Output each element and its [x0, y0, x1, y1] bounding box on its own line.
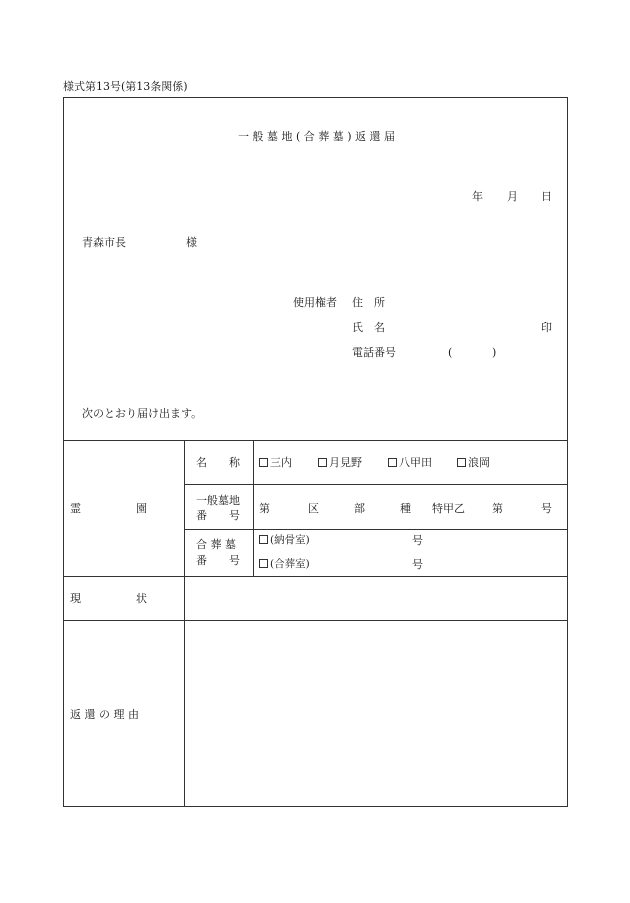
field-dai-2: 第 — [492, 502, 503, 515]
option-namioka-checkbox[interactable]: 浪岡 — [457, 457, 490, 468]
seal-mark: 印 — [541, 321, 552, 334]
addressee-honorific: 様 — [186, 236, 197, 249]
field-grade: 特甲乙 — [432, 502, 465, 515]
table-top-rule — [64, 440, 567, 441]
address-label: 住 所 — [352, 296, 385, 309]
field-shu: 種 — [400, 502, 411, 515]
form-frame — [63, 97, 568, 807]
name-label: 氏 名 — [352, 321, 385, 334]
option-joint-room-checkbox[interactable]: (合葬室) — [259, 559, 310, 570]
phone-paren-open: ( — [448, 346, 453, 359]
option-tsukimino-checkbox[interactable]: 月見野 — [318, 457, 362, 468]
option-hakkoda-checkbox[interactable]: 八甲田 — [388, 457, 432, 468]
label-column-rule — [184, 440, 185, 806]
reason-input-area[interactable] — [186, 622, 566, 805]
reason-label: 返 還 の 理 由 — [70, 708, 139, 721]
status-label: 現 状 — [70, 592, 147, 605]
option-sannai-checkbox[interactable]: 三内 — [259, 457, 292, 468]
ossuary-number-suffix: 号 — [412, 534, 423, 547]
field-ku: 区 — [308, 502, 319, 515]
applicant-role: 使用権者 — [293, 296, 337, 309]
general-plot-label-line1: 一般墓地 — [196, 494, 240, 507]
form-reference: 様式第13号(第13条関係) — [63, 80, 188, 93]
intro-text: 次のとおり届け出ます。 — [82, 407, 203, 420]
date-month-label: 月 — [507, 190, 518, 203]
field-bu: 部 — [354, 502, 365, 515]
field-go: 号 — [541, 502, 552, 515]
form-title: 一 般 墓 地 ( 合 葬 墓 ) 返 還 届 — [237, 130, 396, 143]
phone-label: 電話番号 — [352, 346, 396, 359]
cemetery-name-label: 名 称 — [196, 456, 240, 469]
addressee-name: 青森市長 — [82, 236, 126, 249]
phone-paren-close: ) — [492, 346, 497, 359]
row-rule-2 — [184, 529, 567, 530]
option-ossuary-checkbox[interactable]: (納骨室) — [259, 535, 310, 546]
general-plot-label-line2: 番 号 — [196, 509, 240, 522]
status-input-area[interactable] — [186, 578, 566, 618]
joint-room-number-suffix: 号 — [412, 558, 423, 571]
row-rule-3 — [64, 576, 567, 577]
date-day-label: 日 — [541, 190, 552, 203]
row-rule-4 — [64, 620, 567, 621]
date-year-label: 年 — [472, 190, 483, 203]
joint-grave-label-line2: 番 号 — [196, 554, 240, 567]
field-dai: 第 — [259, 502, 270, 515]
joint-grave-label-line1: 合 葬 墓 — [196, 538, 236, 551]
row-rule-1 — [184, 484, 567, 485]
sublabel-column-rule — [253, 440, 254, 576]
cemetery-label: 霊 園 — [70, 502, 147, 515]
